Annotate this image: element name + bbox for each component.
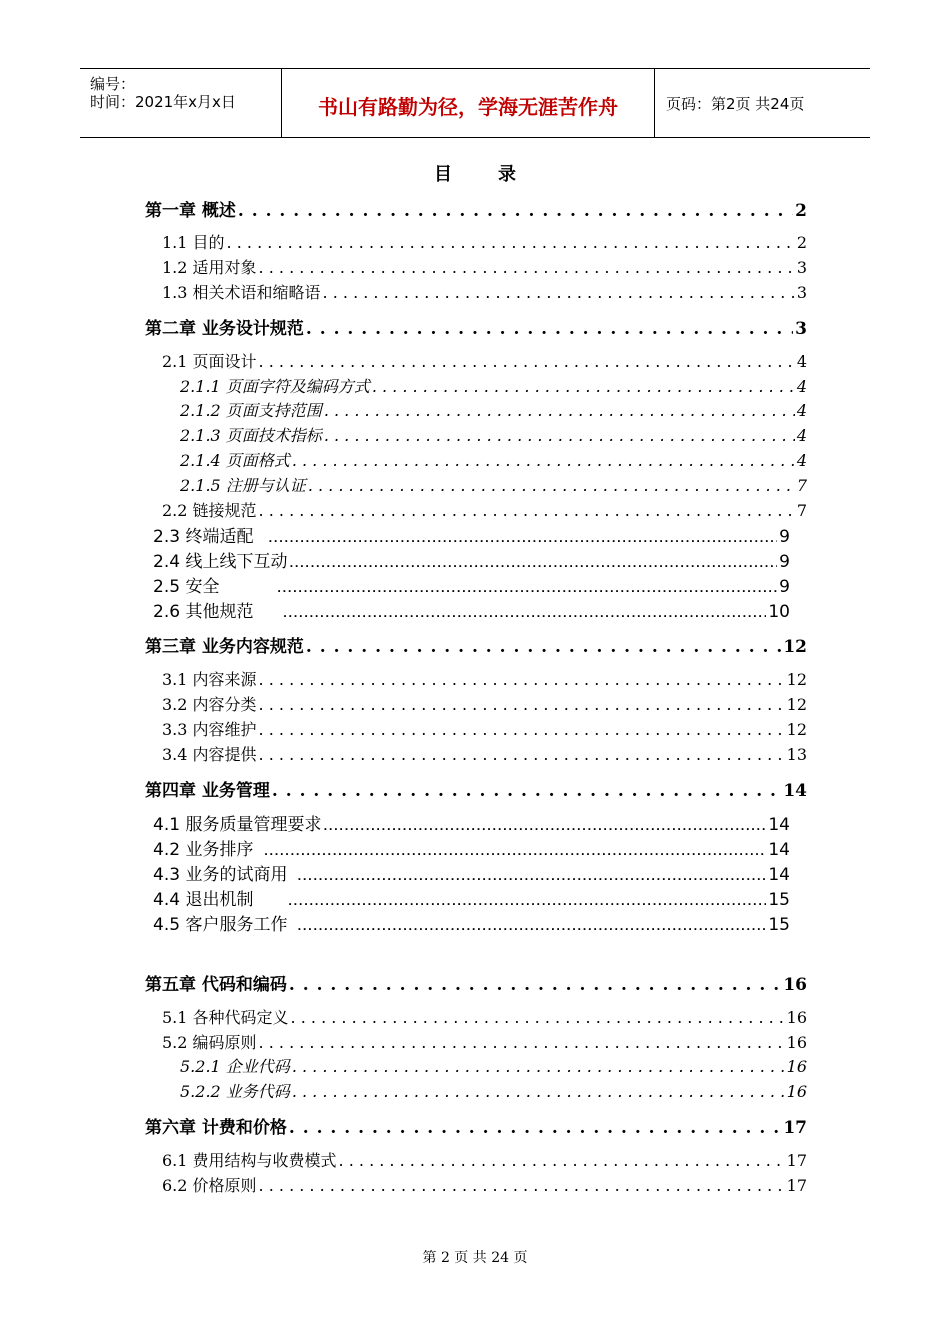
toc-entry-section[interactable] bbox=[162, 692, 807, 715]
toc-entry-text: 5.2.1 企业代码 bbox=[180, 1057, 290, 1076]
toc-entry-text: 6.2 价格原则 bbox=[162, 1176, 257, 1195]
toc-entry-section[interactable] bbox=[162, 667, 807, 690]
toc-entry-page: 17 bbox=[786, 1151, 807, 1170]
toc-entry-page: 10 bbox=[768, 602, 790, 622]
toc-entry-text: 2.3 终端适配 bbox=[153, 527, 254, 547]
toc-entry-text: 2.1.4 页面格式 bbox=[180, 451, 290, 470]
toc-entry-page: 14 bbox=[783, 781, 807, 801]
toc-entry-text: 2.6 其他规范 bbox=[153, 602, 254, 622]
toc-entry-page: 9 bbox=[779, 552, 790, 572]
toc-entry-text: 6.1 费用结构与收费模式 bbox=[162, 1151, 337, 1170]
toc-entry-page: 2 bbox=[795, 201, 807, 221]
toc-entry-section[interactable] bbox=[153, 885, 790, 910]
toc-entry-section[interactable] bbox=[153, 910, 790, 935]
toc-entry-section[interactable] bbox=[153, 860, 790, 885]
toc-entry-section[interactable] bbox=[153, 572, 790, 597]
header-motto-cell bbox=[281, 69, 655, 137]
toc-entry-section[interactable] bbox=[153, 522, 790, 547]
toc-entry-text: 2.1.2 页面支持范围 bbox=[180, 401, 322, 420]
toc-entry-subsection[interactable] bbox=[180, 1079, 807, 1102]
leader-dots bbox=[289, 1118, 781, 1138]
leader-dots bbox=[292, 451, 795, 470]
leader-dots bbox=[323, 822, 766, 833]
toc-entry-section[interactable] bbox=[162, 280, 807, 303]
toc-entry-text: 1.2 适用对象 bbox=[162, 258, 257, 277]
leader-dots bbox=[259, 258, 795, 277]
leader-dots bbox=[277, 584, 777, 595]
toc-entry-subsection[interactable] bbox=[180, 473, 807, 496]
toc-entry-chapter[interactable] bbox=[145, 1113, 807, 1138]
toc-entry-page: 14 bbox=[768, 815, 790, 835]
toc-entry-page: 4 bbox=[796, 426, 807, 445]
toc-entry-page: 2 bbox=[796, 233, 807, 252]
toc-entry-chapter[interactable] bbox=[145, 314, 807, 339]
toc-entry-page: 7 bbox=[796, 501, 807, 520]
toc-entry-section[interactable] bbox=[153, 810, 790, 835]
toc-entry-page: 12 bbox=[786, 695, 807, 714]
toc-entry-subsection[interactable] bbox=[180, 448, 807, 471]
toc-entry-section[interactable] bbox=[162, 498, 807, 521]
document-time-label: 时间：2021年x月x日 bbox=[90, 93, 236, 111]
toc-entry-page: 16 bbox=[783, 975, 807, 995]
leader-dots bbox=[259, 1176, 785, 1195]
leader-dots bbox=[323, 283, 795, 302]
leader-dots bbox=[339, 1151, 785, 1170]
leader-dots bbox=[306, 319, 793, 339]
toc-entry-section[interactable] bbox=[162, 349, 807, 372]
page-header bbox=[80, 68, 870, 138]
leader-dots bbox=[372, 377, 795, 396]
toc-entry-text: 3.4 内容提供 bbox=[162, 745, 257, 764]
toc-entry-chapter[interactable] bbox=[145, 196, 807, 221]
leader-dots bbox=[259, 670, 785, 689]
leader-dots bbox=[238, 201, 793, 221]
leader-dots bbox=[289, 975, 781, 995]
toc-entry-page: 15 bbox=[768, 915, 790, 935]
toc-entry-page: 13 bbox=[786, 745, 807, 764]
toc-entry-section[interactable] bbox=[162, 1173, 807, 1196]
header-motto: 书山有路勤为径，学海无涯苦作舟 bbox=[318, 95, 618, 119]
toc-entry-subsection[interactable] bbox=[180, 1054, 807, 1077]
toc-entry-page: 3 bbox=[796, 258, 807, 277]
toc-entry-text: 3.1 内容来源 bbox=[162, 670, 257, 689]
toc-entry-text: 2.1.1 页面字符及编码方式 bbox=[180, 377, 370, 396]
toc-entry-page: 7 bbox=[796, 476, 807, 495]
toc-entry-text: 5.2.2 业务代码 bbox=[180, 1082, 290, 1101]
toc-entry-page: 4 bbox=[796, 377, 807, 396]
toc-entry-page: 9 bbox=[779, 577, 790, 597]
toc-entry-page: 16 bbox=[786, 1033, 807, 1052]
toc-entry-page: 14 bbox=[768, 865, 790, 885]
leader-dots bbox=[264, 847, 766, 858]
toc-entry-text: 2.5 安全 bbox=[153, 577, 220, 597]
toc-entry-text: 2.2 链接规范 bbox=[162, 501, 257, 520]
toc-entry-text: 第四章 业务管理 bbox=[145, 781, 270, 801]
toc-entry-subsection[interactable] bbox=[180, 423, 807, 446]
leader-dots bbox=[298, 922, 767, 933]
toc-entry-page: 12 bbox=[786, 670, 807, 689]
toc-entry-page: 16 bbox=[786, 1008, 807, 1027]
toc-entry-text: 第三章 业务内容规范 bbox=[145, 637, 304, 657]
leader-dots bbox=[298, 872, 767, 883]
leader-dots bbox=[324, 401, 795, 420]
leader-dots bbox=[259, 695, 785, 714]
toc-title: 目录 bbox=[434, 164, 562, 185]
leader-dots bbox=[289, 559, 777, 570]
leader-dots bbox=[324, 426, 795, 445]
toc-entry-text: 4.2 业务排序 bbox=[153, 840, 254, 860]
toc-entry-subsection[interactable] bbox=[180, 398, 807, 421]
toc-entry-page: 14 bbox=[768, 840, 790, 860]
leader-dots bbox=[269, 534, 778, 545]
toc-entry-page: 12 bbox=[783, 637, 807, 657]
toc-entry-text: 2.1 页面设计 bbox=[162, 352, 257, 371]
header-page-cell bbox=[654, 69, 870, 137]
leader-dots bbox=[292, 1082, 785, 1101]
leader-dots bbox=[308, 476, 795, 495]
toc-entry-section[interactable] bbox=[153, 547, 790, 572]
header-meta-cell bbox=[80, 69, 280, 137]
toc-entry-text: 第一章 概述 bbox=[145, 201, 236, 221]
page-footer: 第 2 页 共 24 页 bbox=[422, 1250, 528, 1266]
toc-entry-page: 3 bbox=[796, 283, 807, 302]
document-number-label: 编号： bbox=[90, 75, 136, 93]
toc-entry-page: 4 bbox=[796, 401, 807, 420]
leader-dots bbox=[283, 609, 766, 620]
toc-entry-page: 3 bbox=[795, 319, 807, 339]
header-page-info: 页码：第2页 共24页 bbox=[666, 95, 805, 113]
toc-entry-text: 3.2 内容分类 bbox=[162, 695, 257, 714]
toc-entry-text: 1.3 相关术语和缩略语 bbox=[162, 283, 321, 302]
toc-entry-section[interactable] bbox=[153, 597, 790, 622]
toc-entry-section[interactable] bbox=[162, 1148, 807, 1171]
toc-entry-page: 17 bbox=[783, 1118, 807, 1138]
leader-dots bbox=[259, 501, 795, 520]
toc-entry-section[interactable] bbox=[162, 1030, 807, 1053]
leader-dots bbox=[306, 637, 781, 657]
toc-entry-chapter[interactable] bbox=[145, 970, 807, 995]
toc-entry-section[interactable] bbox=[162, 255, 807, 278]
toc-entry-chapter[interactable] bbox=[145, 776, 807, 801]
leader-dots bbox=[292, 1057, 785, 1076]
toc-entry-text: 2.4 线上线下互动 bbox=[153, 552, 288, 572]
toc-entry-page: 9 bbox=[779, 527, 790, 547]
toc-entry-text: 4.5 客户服务工作 bbox=[153, 915, 288, 935]
leader-dots bbox=[259, 745, 785, 764]
toc-entry-text: 4.3 业务的试商用 bbox=[153, 865, 288, 885]
toc-entry-section[interactable] bbox=[162, 230, 807, 253]
toc-entry-chapter[interactable] bbox=[145, 632, 807, 657]
toc-entry-text: 5.2 编码原则 bbox=[162, 1033, 257, 1052]
leader-dots bbox=[259, 1033, 785, 1052]
toc-entry-text: 第六章 计费和价格 bbox=[145, 1118, 287, 1138]
leader-dots bbox=[272, 781, 781, 801]
toc-entry-page: 16 bbox=[786, 1082, 807, 1101]
leader-dots bbox=[227, 233, 795, 252]
toc-entry-text: 4.1 服务质量管理要求 bbox=[153, 815, 322, 835]
toc-entry-subsection[interactable] bbox=[180, 374, 807, 397]
toc-entry-section[interactable] bbox=[162, 742, 807, 765]
toc-entry-page: 16 bbox=[786, 1057, 807, 1076]
leader-dots bbox=[288, 897, 766, 908]
toc-entry-text: 1.1 目的 bbox=[162, 233, 225, 252]
toc-entry-page: 15 bbox=[768, 890, 790, 910]
toc-entry-text: 第五章 代码和编码 bbox=[145, 975, 287, 995]
toc-entry-text: 4.4 退出机制 bbox=[153, 890, 254, 910]
toc-entry-page: 4 bbox=[796, 352, 807, 371]
toc-entry-text: 第二章 业务设计规范 bbox=[145, 319, 304, 339]
toc-entry-text: 3.3 内容维护 bbox=[162, 720, 257, 739]
toc-entry-page: 17 bbox=[786, 1176, 807, 1195]
toc-entry-section[interactable] bbox=[162, 717, 807, 740]
leader-dots bbox=[259, 720, 785, 739]
toc-entry-text: 2.1.5 注册与认证 bbox=[180, 476, 306, 495]
toc-entry-section[interactable] bbox=[153, 835, 790, 860]
toc-entry-page: 12 bbox=[786, 720, 807, 739]
leader-dots bbox=[291, 1008, 785, 1027]
leader-dots bbox=[259, 352, 795, 371]
toc-entry-text: 2.1.3 页面技术指标 bbox=[180, 426, 322, 445]
toc-entry-section[interactable] bbox=[162, 1005, 807, 1028]
toc-entry-text: 5.1 各种代码定义 bbox=[162, 1008, 289, 1027]
toc-entry-page: 4 bbox=[796, 451, 807, 470]
